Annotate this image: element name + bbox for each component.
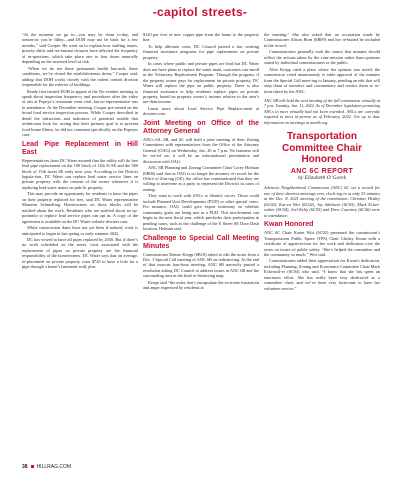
paragraph: DC has vowed to have all pipes replaced by 2030. But if there’s no work scheduled on the street, costs associated with the replacement of pipes on private property are the financial responsibility of the homeowners. DC Water says that on average, re-placement on private property costs $720 to have a hole for a pipe through a home’s basement wall, plus <box>22 236 138 270</box>
column-3 <box>264 32 380 292</box>
paragraph: In cases where public and private pipes are lead but DC Water does not have plans to replace the water main, customers can enroll in the Volun-tary Replacement Program. Through the program, if the property owner pays for replacement on private property, DC Water will replace the pipe on public property. There is also financial assistance to help residents replace pipes on private property, based on property owner’s income relative to the area’s me-dian income. <box>143 61 259 105</box>
paragraph: ANCs 6A, 6B, and 6C will hold a joint meeting of their Zoning Committees with representatives from the Office of the Attorney General (OAG) on Wednesday, Jan. 26 at 7 p.m. No business will be vot-ed on; it will be an informational presentation and discussion with OAG. <box>143 136 259 164</box>
paragraph: To help alleviate costs, DC Council passed a law creating financial assistance programs for pipe replacement on private property. <box>143 43 259 60</box>
paragraph: ANC 6C Chair Karen Wirt (6C02) presented the commission’s Transportation Public Space (TPS) Chair Christy Kwan with a certificate of apprecia-tion for her work and dedication over the years on issues of public safety. “She’s helped the committee and the community so much,” Wirt said. <box>264 230 380 257</box>
subheading-challenge: Challenge to Special Call Meeting Minutes <box>143 234 259 250</box>
paragraph: ANC 6B Planning and Zoning Committee Chair Corey Holman (6B06) said that as OAG is no longer the attorney of record for the Office of Zon-ing (OZ), the office has communicated that they are willing to intervene as a party to represent the Dis-trict in cases of zoning. <box>143 165 259 192</box>
subheading-joint-meeting: Joint Meeting on Office of the Attorney General <box>143 119 259 135</box>
paragraph: “When we do see these permanent health haz-ards, these conditions, we’ve closed the establish-ments down,” Cooper said, adding that DOH works closely with the rodent control division responsible for the exterior of buildings. <box>22 65 138 88</box>
paragraph: “At the moment we go in—you may be clean to-day, and tomorrow you’re filthy—and DOH may not be back for a few months,” said Cooper. He went on to explain how staffing issues, priority shifts and res-taurant closures have affected the frequency of in-spections, which take place one to four times annu-ally depending on the assessed level of risk. <box>22 32 138 65</box>
subheading-lead-pipe: Lead Pipe Replacement in Hill East <box>22 140 138 156</box>
subheading-kwan-honored: Kwan Honored <box>264 221 314 229</box>
paragraph: Commissioners added their appreciation for Kwan’s dedication, including Planning, Zoning and Economics Committee Chair Mark Eckenwil-er (6C04) who said, “I know that she has spent an enormous effort. She has really been very dedicat-ed as a committee chair, and we’ve been very fortu-nate to have her volunteer service.” <box>264 258 380 291</box>
paragraph: They want to work with ANCs to identify cas-es. Those could include Planned Unit Developments (PUD) or other special cases. For instance, OAG could give expert testimony on whether community goals are being met in a PUD. This involvement can begin in the next fiscal year, which precludes their participation in pending cases, such as the challenge of the E Street SE Door Dash location, Holman said. <box>143 193 259 232</box>
paragraph: While construction dates have not yet been fi-nalized, work is anticipated to begin in late spring or early summer 2022. <box>22 225 138 236</box>
article-intro: Advisory Neighborhood Commission (ANC) 6C set a record for one of their shortest meetings ever, clock-ing in at only 53 minutes at the Dec. 8, 2021 meeting of the commission. Christine Healey (6C02), Kar-en Wirt (6C02), Jay Adelstein (6C03), Mark Eckee-walter (6C04), Joel Kelty (6C05) and Drew Courtney (6C06) were in attendance. <box>264 185 380 218</box>
paragraph: $120 per foot of new copper pipe from the home to the property line. <box>143 32 259 43</box>
paragraph: After Krepp cited a place where her opinion was noted, the commission voted unanimously to table approval of the minutes from the Special Call meet-ing to January, pending an edit that will strip them of narrative and commentary and restrict them to ac-tions taken by the ANC. <box>264 66 380 94</box>
paragraph: Commissioner Denise Krepp (6B10) asked to edit the notes from a Dec. 1 Special Call meeting of ANC 6B on redistricting. At the end of that raucous four-hour meeting, ANC 6B narrowly passed a resolution asking DC Council to address issues in ANC 6B and the surrounding area in the final re-districting map. <box>143 251 259 279</box>
paragraph: Ready first invited DOH to appear at the No-vember meeting to speak about inspection frequen-cy and procedures after the video of rats at Popeye’s restaurant went viral, but no representative was in attendance. At the December meeting, Cooper pre-sented on the broad food service inspection process. While Cooper described in detail the infractions and indicators of potential trouble that technicians look for, noting that their primary goal is to prevent food-borne illness, he did not comment specifically on the Popeyes case. <box>22 88 138 138</box>
paragraph: Krepp said “the notes don’t encapsulate the ex-treme frustration and anger expressed by residents at <box>143 279 259 291</box>
column-1 <box>22 32 138 271</box>
byline: by Elizabeth O’Gorek <box>297 174 347 181</box>
paragraph: Learn more about Lead Service Pipe Replace-ment at dcwater.com. <box>143 105 259 117</box>
site-name: HILLRAG.COM <box>36 464 72 470</box>
column-2 <box>143 32 259 292</box>
meeting-note: ANC 6B will hold the next meeting of the full commission virtually at 7 p.m. Tuesday, Jan. 11, 2022. As of December legislation permitting ANCs to meet virtually had not been extended. ANCs are currently required to meet in-person as of February, 2022. Get up to date information on meetings at anc6b.org. <box>264 97 380 125</box>
section-header: -capitol streets- <box>152 5 248 19</box>
article-title: Transportation Committee Chair Honored <box>281 131 362 166</box>
paragraph: Commissioners generally took the stance that minutes should reflect the actions taken by the com-mission rather than opinions stated by individual commissioners or the public. <box>264 49 380 66</box>
paragraph: Representatives from DC Water assured that the utility will do free lead pipe replacement on the 100 block of 14th St SE and the 900 block of 15th street SE early next year. According to the District legisla-tion, DC Water can replace lead water service lines on private property with the consent of the owner whenever it is replacing lead water mains on pub-lic property. <box>22 157 138 190</box>
paragraph: the meeting.” She also asked that an accusation made by Commissioner Alison Horn (6B09) and her re-butted be included in the record. <box>264 32 380 48</box>
page-number: 38 <box>22 464 28 470</box>
square-bullet-icon <box>31 465 34 468</box>
page-footer <box>22 464 71 470</box>
article-kicker: ANC 6C REPORT <box>290 167 354 175</box>
paragraph: This may provide an opportunity for residents to have the pipes on their property replaced for free, said DC Water representative Maureen Schmelling. Homeowners on those blocks will be notified about the work. Residents who are notified about an op-portunity to replace lead service pipes can opt in. A copy of the agreement is available on the DC Water website dewater.com. <box>22 191 138 224</box>
